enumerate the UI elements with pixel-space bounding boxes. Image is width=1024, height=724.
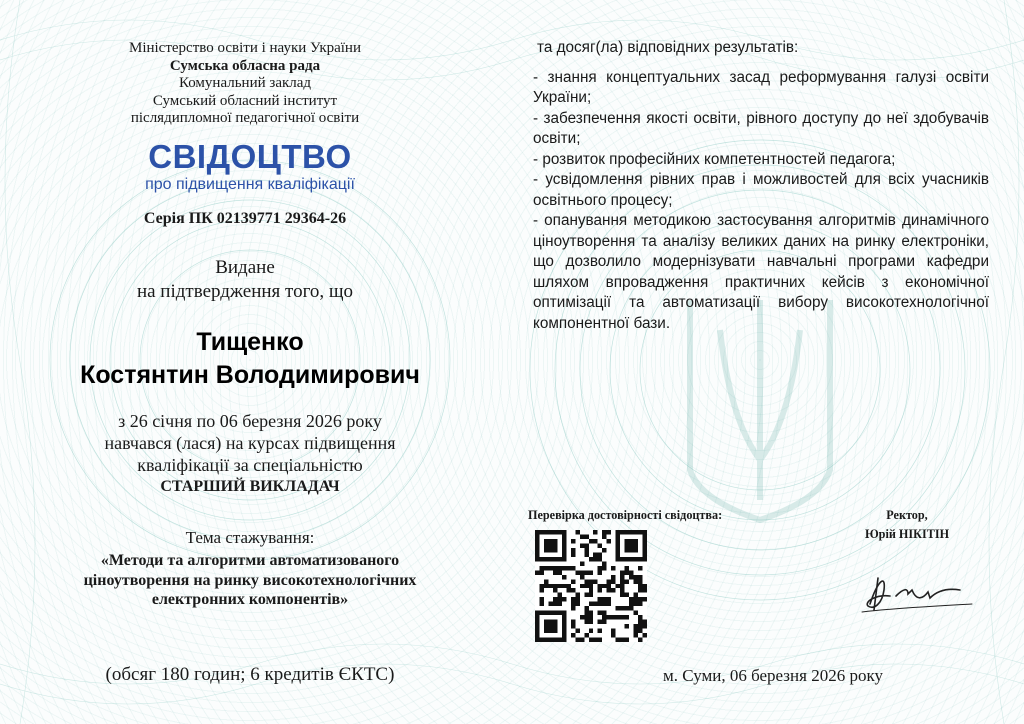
org-type: Комунальний заклад <box>178 75 312 91</box>
topic-line-2: ціноутворення на ринку високотехнологічних <box>83 571 417 589</box>
learning-results <box>533 38 989 334</box>
rector-block <box>842 506 972 544</box>
rector-title: Ректор, <box>886 508 928 522</box>
issued-statement <box>60 256 430 304</box>
org-institute: Сумський обласний інститут <box>152 92 338 109</box>
issued-line-1: Видане <box>215 257 275 278</box>
result-item: - усвідомлення рівних прав і можливостей для всіх учасників освітнього процесу; <box>533 171 989 209</box>
topic-line-1: «Методи та алгоритми автоматизованого <box>100 552 400 569</box>
topic-line-3: електронних компонентів» <box>151 591 349 608</box>
qr-code[interactable] <box>535 530 647 642</box>
certificate-title: СВІДОЦТВО <box>148 138 352 175</box>
rector-name: Юрій НІКІТІН <box>864 527 950 541</box>
org-council: Сумська обласна рада <box>169 57 321 74</box>
organization-block <box>60 40 430 128</box>
issued-line-2: на підтвердження того, що <box>136 281 354 302</box>
certificate-subtitle: про підвищення кваліфікації <box>145 176 355 193</box>
study-details <box>40 410 460 498</box>
results-intro: та досяг(ла) відповідних результатів: <box>537 39 799 56</box>
course-volume: (обсяг 180 годин; 6 кредитів ЄКТС) <box>105 664 395 685</box>
study-qualification: кваліфікації за спеціальністю <box>137 455 363 475</box>
topic-label: Тема стажування: <box>185 528 315 547</box>
rector-signature <box>856 560 976 620</box>
specialty: СТАРШИЙ ВИКЛАДАЧ <box>160 478 340 495</box>
recipient-name <box>40 326 460 392</box>
internship-topic <box>40 551 460 610</box>
verification-label: Перевірка достовірності свідоцтва: <box>528 508 723 522</box>
org-institute-cont: післядипломної педагогічної освіти <box>130 110 360 126</box>
recipient-given-names: Костянтин Володимирович <box>80 361 420 389</box>
recipient-surname: Тищенко <box>196 328 304 356</box>
result-item: - забезпечення якості освіти, рівного доступу до неї здобувачів освіти; <box>533 109 989 147</box>
org-ministry: Міністерство освіти і науки України <box>128 40 361 56</box>
result-item: - опанування методикою застосування алгоритмів динамічного ціноутворення та аналізу великих даних на ринку електроніки, що дозволило модернізувати навчальні програми кафедри шляхом впровадження практичних кейсів з економічної оптимізації та автоматизації вибору високотехнологічної компонентної бази. <box>533 212 989 332</box>
result-item: - знання концептуальних засад реформування галузі освіти України; <box>533 68 989 106</box>
study-course: навчався (лася) на курсах підвищення <box>104 433 396 453</box>
result-item: - розвиток професійних компетентностей педагога; <box>533 150 896 168</box>
place-and-date: м. Суми, 06 березня 2026 року <box>663 666 883 685</box>
certificate-series: Серія ПК 02139771 29364-26 <box>143 210 347 227</box>
study-period: з 26 січня по 06 березня 2026 року <box>118 411 382 431</box>
